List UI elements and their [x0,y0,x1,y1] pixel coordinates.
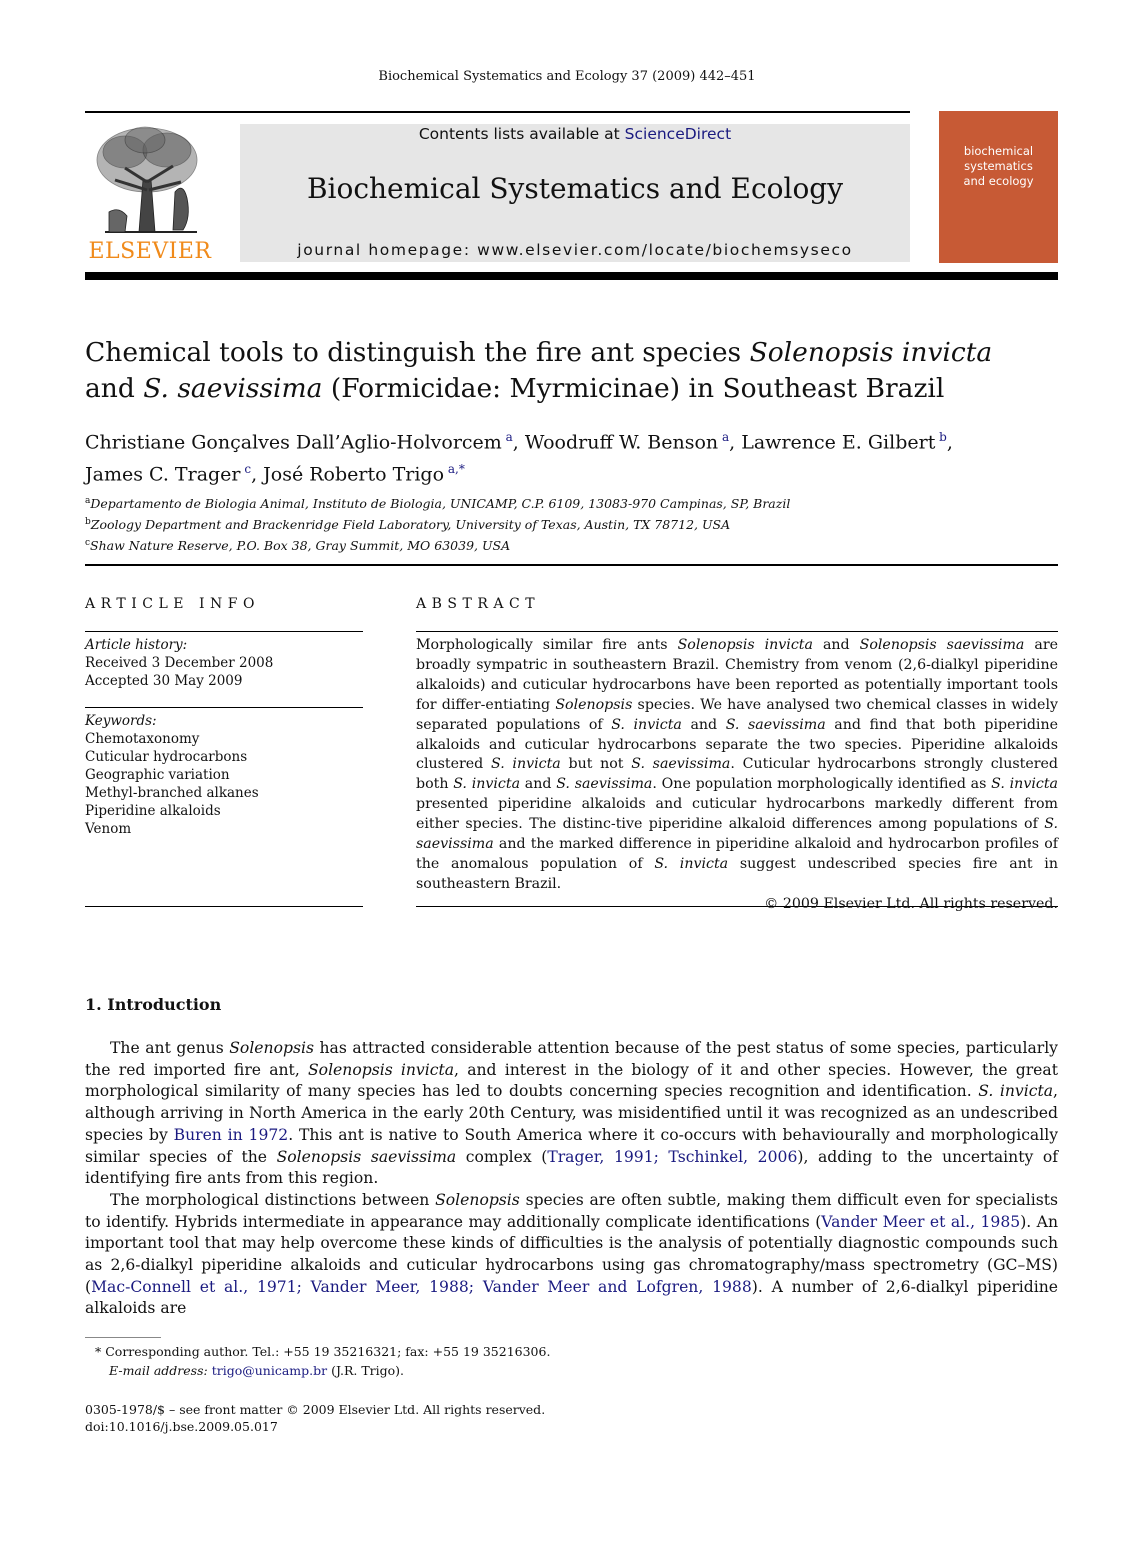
footnote-rule [85,1337,161,1338]
author-name: Woodruff W. Benson [524,431,719,454]
footnote [95,1342,1055,1380]
citation-link[interactable]: Trager, 1991; Tschinkel, 2006 [547,1147,798,1166]
history-label: Article history: [85,637,188,653]
citation-link[interactable]: Mac-Connell et al., 1971; Vander Meer, 1988; Vander Meer and Lofgren, 1988 [91,1277,752,1296]
affiliation-list [85,492,1065,555]
italic-term: Solenopsis invicta [308,1060,455,1079]
article-info-rule [85,631,363,632]
keywords-block [85,712,363,838]
tree-icon [85,120,215,238]
doi-line: doi:10.1016/j.bse.2009.05.017 [85,1419,278,1434]
italic-term: S. invicta [654,855,729,872]
author-name: Christiane Gonçalves Dall’Aglio-Holvorcem [85,431,502,454]
author-name: Lawrence E. Gilbert [741,431,936,454]
italic-term: S. saevissima [556,776,653,793]
sciencedirect-link[interactable]: ScienceDirect [624,125,732,143]
italic-term: S. invicta [611,716,682,733]
article-info-bottom-rule [85,906,363,907]
journal-banner [240,124,910,262]
author-affiliation-mark[interactable]: a [501,430,513,444]
citation-link[interactable]: Vander Meer et al., 1985 [821,1212,1021,1231]
italic-term: Solenopsis [435,1190,520,1209]
keywords-label: Keywords: [85,713,157,729]
article-title: Chemical tools to distinguish the fire ant species Solenopsis invicta and S. saevissima (Formicidae: Myrmicinae) in Southeast Brazil [85,337,993,404]
italic-term: Solenopsis [229,1039,314,1057]
keyword-item: Venom [85,821,132,837]
issn-line: 0305-1978/$ – see front matter © 2009 Elsevier Ltd. All rights reserved. [85,1402,546,1417]
article-history [85,636,363,690]
journal-title: Biochemical Systematics and Ecology [306,172,844,205]
italic-term: Solenopsis saevissima [276,1147,457,1166]
italic-term: Solenopsis invicta [677,637,813,653]
italic-term: S. saevissima [416,816,1058,853]
italic-term: S. invicta [991,776,1058,793]
italic-term: S. invicta [453,776,521,793]
header-divider [85,564,1058,566]
keyword-item: Cuticular hydrocarbons [85,749,248,765]
affiliation-item: $^b$Zoology Department and Brackenridge Field Laboratory, University of Texas, Austin, TX 78712, USA [85,517,731,533]
journal-cover-thumbnail[interactable] [939,111,1058,263]
author-affiliation-mark[interactable]: c [240,462,252,477]
affiliation-item: $^a$Departamento de Biologia Animal, Instituto de Biologia, UNICAMP, C.P. 6109, 13083-970 Campinas, SP, Brazil [85,496,791,512]
keyword-item: Chemotaxonomy [85,731,200,747]
italic-term: S. saevissima [631,756,731,773]
section-heading-introduction: 1. Introduction [85,995,222,1014]
italic-term: Solenopsis [555,696,633,713]
article-info-heading: ARTICLE INFO [85,596,260,612]
cover-title: biochemical systematics and ecology [963,144,1034,188]
accepted-date: Accepted 30 May 2009 [85,673,243,689]
introduction-body [85,1038,1058,1320]
journal-homepage[interactable]: journal homepage: www.elsevier.com/locate/biochemsyseco [297,241,853,259]
keyword-item: Geographic variation [85,767,230,783]
italic-term: S. invicta [490,756,561,773]
copyright-line: © 2009 Elsevier Ltd. All rights reserved. [764,895,1058,912]
email-link[interactable]: trigo@unicamp.br [211,1363,328,1378]
author-name: José Roberto Trigo [263,463,445,486]
abstract-body [416,636,1058,915]
email-label: E-mail address: [109,1363,212,1378]
abstract-rule [416,631,1058,632]
keyword-item: Methyl-branched alkanes [85,785,259,801]
abstract-heading: ABSTRACT [416,596,541,612]
citation-link[interactable]: Buren in 1972 [173,1125,289,1144]
paragraph: The morphological distinctions between Solenopsis species are often subtle, making them difficult even for specialists to identify. Hybrids intermediate in appearance may additionally complicate identifications (Vander Meer et al., 1985). An important tool that may help overcome these kinds of difficulties is the analysis of potentially diagnostic compounds such as 2,6-dialkyl piperidine alkaloids and cuticular hydrocarbons using gas chromatography/mass spectrometry (GC–MS) (Mac-Connell et al., 1971; Vander Meer, 1988; Vander Meer and Lofgren, 1988). A number of 2,6-dialkyl piperidine alkaloids are [85,1190,1058,1318]
contents-line [240,124,910,144]
paragraph: The ant genus Solenopsis has attracted considerable attention because of the pest status of some species, particularly the red imported fire ant, Solenopsis invicta, and interest in the biology of it and other species. However, the great morphological similarity of many species has led to doubts concerning species recognition and identification. S. invicta, although arriving in North America in the early 20th Century, was misidentified until it was recognized as an undescribed species by Buren in 1972. This ant is native to South America where it co-occurs with behaviourally and morphologically similar species of the Solenopsis saevissima complex (Trager, 1991; Tschinkel, 2006), adding to the uncertainty of identifying fire ants from this region. [85,1039,1059,1188]
masthead-top-rule [85,111,910,113]
contents-prefix: Contents lists available at [418,125,625,143]
masthead-bottom-bar [85,272,1058,280]
author-affiliation-mark[interactable]: b [935,430,947,444]
abstract-text: Morphologically similar fire ants Solenopsis invicta and Solenopsis saevissima are broadly sympatric in southeastern Brazil. Chemistry from venom (2,6-dialkyl piperidine alkaloids) and cuticular hydrocarbons have been reported as potentially important tools for differ-entiating Solenopsis species. We have analysed two chemical classes in widely separated populations of S. invicta and S. saevissima and find that both piperidine alkaloids and cuticular hydrocarbons separate the two species. Piperidine alkaloids clustered S. invicta but not S. saevissima. Cuticular hydrocarbons strongly clustered both S. invicta and S. saevissima. One population morphologically identified as S. invicta presented piperidine alkaloids and cuticular hydrocarbons markedly different from either species. The distinc-tive piperidine alkaloid differences among populations of S. saevissima and the marked difference in piperidine alkaloid and hydrocarbon profiles of the anomalous population of S. invicta suggest undescribed species fire ant in southeastern Brazil. [416,637,1059,892]
author-affiliation-mark[interactable]: a [718,430,730,444]
affiliation-item: $^c$Shaw Nature Reserve, P.O. Box 38, Gray Summit, MO 63039, USA [85,538,511,554]
author-list: Christiane Gonçalves Dall’Aglio-Holvorcem $^a$, Woodruff W. Benson $^a$, Lawrence E. Gilbert $^b$, James C. Trager $^c$, José Roberto Trigo $^{a,*}$ [85,430,953,486]
keywords-rule [85,707,363,708]
front-matter [85,1401,1045,1435]
email-suffix: (J.R. Trigo). [327,1363,405,1378]
elsevier-logo [85,120,215,264]
corresponding-author: * Corresponding author. Tel.: +55 19 35216321; fax: +55 19 35216306. [95,1344,551,1359]
author-name: James C. Trager [85,463,241,486]
received-date: Received 3 December 2008 [85,655,274,671]
author-affiliation-mark[interactable]: a,* [444,462,465,477]
keyword-item: Piperidine alkaloids [85,803,221,819]
journal-citation: Biochemical Systematics and Ecology 37 (2009) 442–451 [378,69,756,84]
italic-term: S. saevissima [725,716,826,733]
italic-term: S. invicta [978,1082,1054,1101]
elsevier-wordmark: ELSEVIER [88,239,212,264]
italic-term: Solenopsis saevissima [859,637,1025,653]
